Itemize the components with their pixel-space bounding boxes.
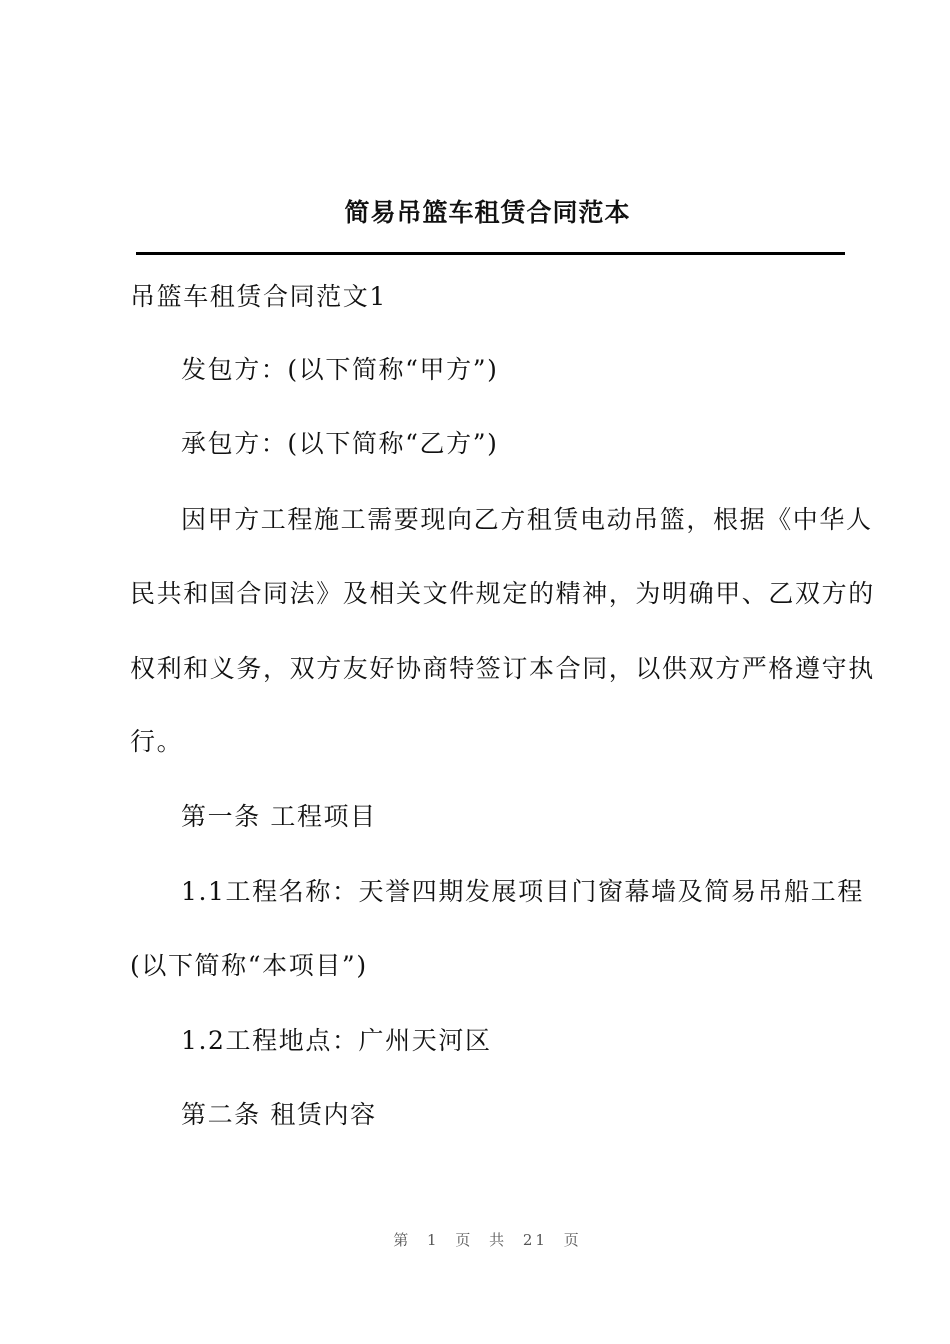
section-heading: 吊篮车租赁合同范文1 xyxy=(130,282,387,311)
paragraph-line: 因甲方工程施工需要现向乙方租赁电动吊篮，根据《中华人 xyxy=(181,505,873,534)
paragraph-line: 民共和国合同法》及相关文件规定的精神，为明确甲、乙双方的 xyxy=(130,579,875,608)
title-underline xyxy=(136,252,845,255)
party-a-line: 发包方：(以下简称“甲方”) xyxy=(181,355,499,384)
article-heading: 第一条 工程项目 xyxy=(181,802,377,831)
document-title: 简易吊篮车租赁合同范本 xyxy=(344,198,631,227)
paragraph-line: 权利和义务，双方友好协商特签订本合同，以供双方严格遵守执 xyxy=(130,654,875,683)
clause-line: (以下简称“本项目”) xyxy=(130,951,368,980)
clause-line: 1.1工程名称：天誉四期发展项目门窗幕墙及简易吊船工程 xyxy=(181,877,864,906)
party-b-line: 承包方：(以下简称“乙方”) xyxy=(181,429,499,458)
clause-line: 1.2工程地点：广州天河区 xyxy=(181,1026,492,1055)
page-number: 第 1 页 共 21 页 xyxy=(393,1231,582,1249)
paragraph-line: 行。 xyxy=(130,727,184,756)
article-heading: 第二条 租赁内容 xyxy=(181,1100,377,1129)
